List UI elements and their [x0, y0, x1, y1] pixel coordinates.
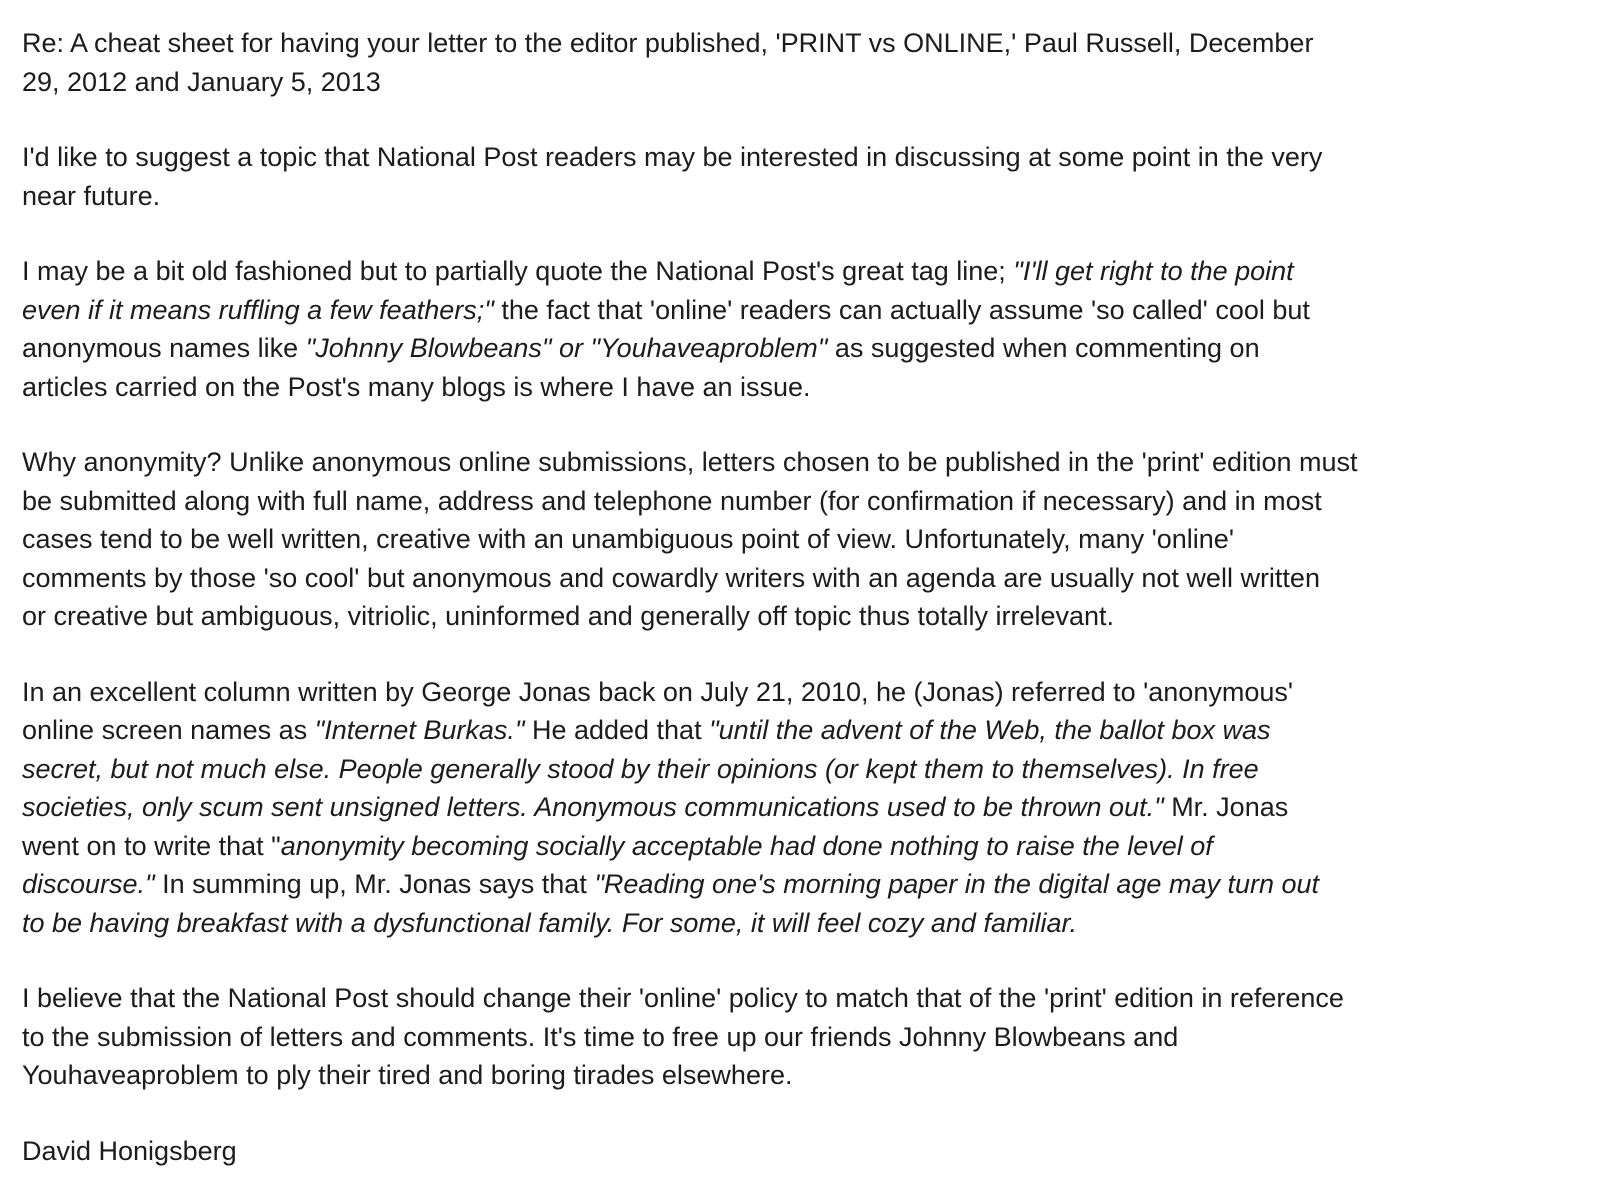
quote-segment: "Johnny Blowbeans" or "Youhaveaproblem" [305, 333, 828, 363]
text-line: near future. [22, 180, 161, 211]
text-segment: went on to write that " [22, 830, 281, 861]
text-line: Why anonymity? Unlike anonymous online submissions, letters chosen to be published in the 'print' edition must [22, 447, 1358, 477]
quote-segment: societies, only scum sent unsigned letters. Anonymous communications used to be thrown out." [22, 792, 1164, 822]
text-line: or creative but ambiguous, vitriolic, uninformed and generally off topic thus totally irrelevant. [22, 601, 1115, 631]
text-segment: In an excellent column written by George Jonas back on July 21, 2010, he (Jonas) referred to 'anonymous' [22, 676, 1294, 707]
paragraph-conclusion [22, 979, 1570, 1095]
quote-segment: "Reading one's morning paper in the digital age may turn out [594, 869, 1320, 899]
text-segment: Mr. Jonas [1163, 792, 1289, 822]
text-segment: as suggested when commenting on [827, 333, 1260, 363]
text-segment: anonymous names like [22, 333, 306, 363]
text-line: I'd like to suggest a topic that National Post readers may be interested in discussing at some point in the very [22, 142, 1323, 172]
text-segment: the fact that 'online' readers can actually assume 'so called' cool but [493, 294, 1310, 325]
paragraph-jonas [22, 673, 1570, 943]
quote-segment: to be having breakfast with a dysfunctional family. For some, it will feel cozy and familiar. [22, 907, 1077, 938]
text-line: be submitted along with full name, address and telephone number (for confirmation if necessary) and in most [22, 485, 1322, 516]
quote-segment: even if it means ruffling a few feathers;" [22, 294, 494, 325]
text-segment: He added that [524, 715, 710, 745]
letter-body [22, 24, 1570, 1170]
text-line: comments by those 'so cool' but anonymous and cowardly writers with an agenda are usually not well written [22, 562, 1320, 593]
quote-segment: anonymity becoming socially acceptable had done nothing to raise the level of [280, 830, 1213, 861]
subject-line-1: Re: A cheat sheet for having your letter to the editor published, 'PRINT vs ONLINE,' Paul Russell, December [22, 28, 1314, 58]
text-segment: In summing up, Mr. Jonas says that [154, 869, 595, 899]
quote-segment: "I'll get right to the point [1013, 256, 1294, 286]
text-line: cases tend to be well written, creative with an unambiguous point of view. Unfortunately, many 'online' [22, 524, 1234, 554]
text-line: Youhaveaproblem to ply their tired and boring tirades elsewhere. [22, 1060, 793, 1090]
subject-line [22, 24, 1570, 101]
text-segment: articles carried on the Post's many blogs is where I have an issue. [22, 371, 811, 402]
text-line: to the submission of letters and comments. It's time to free up our friends Johnny Blowbeans and [22, 1021, 1179, 1052]
text-segment: I may be a bit old fashioned but to partially quote the National Post's great tag line; [22, 256, 1014, 286]
subject-line-2: 29, 2012 and January 5, 2013 [22, 66, 381, 97]
text-segment: online screen names as [22, 715, 315, 745]
text-line: I believe that the National Post should change their 'online' policy to match that of the 'print' edition in reference [22, 983, 1344, 1013]
quote-segment: discourse." [22, 869, 155, 899]
quote-segment: "Internet Burkas." [314, 715, 525, 745]
quote-segment: secret, but not much else. People generally stood by their opinions (or kept them to themselves). In free [22, 753, 1259, 784]
quote-segment: "until the advent of the Web, the ballot box was [709, 715, 1271, 745]
signature: David Honigsberg [22, 1135, 237, 1166]
paragraph-intro [22, 138, 1570, 215]
paragraph-anonymity [22, 443, 1570, 636]
paragraph-tagline [22, 252, 1570, 406]
